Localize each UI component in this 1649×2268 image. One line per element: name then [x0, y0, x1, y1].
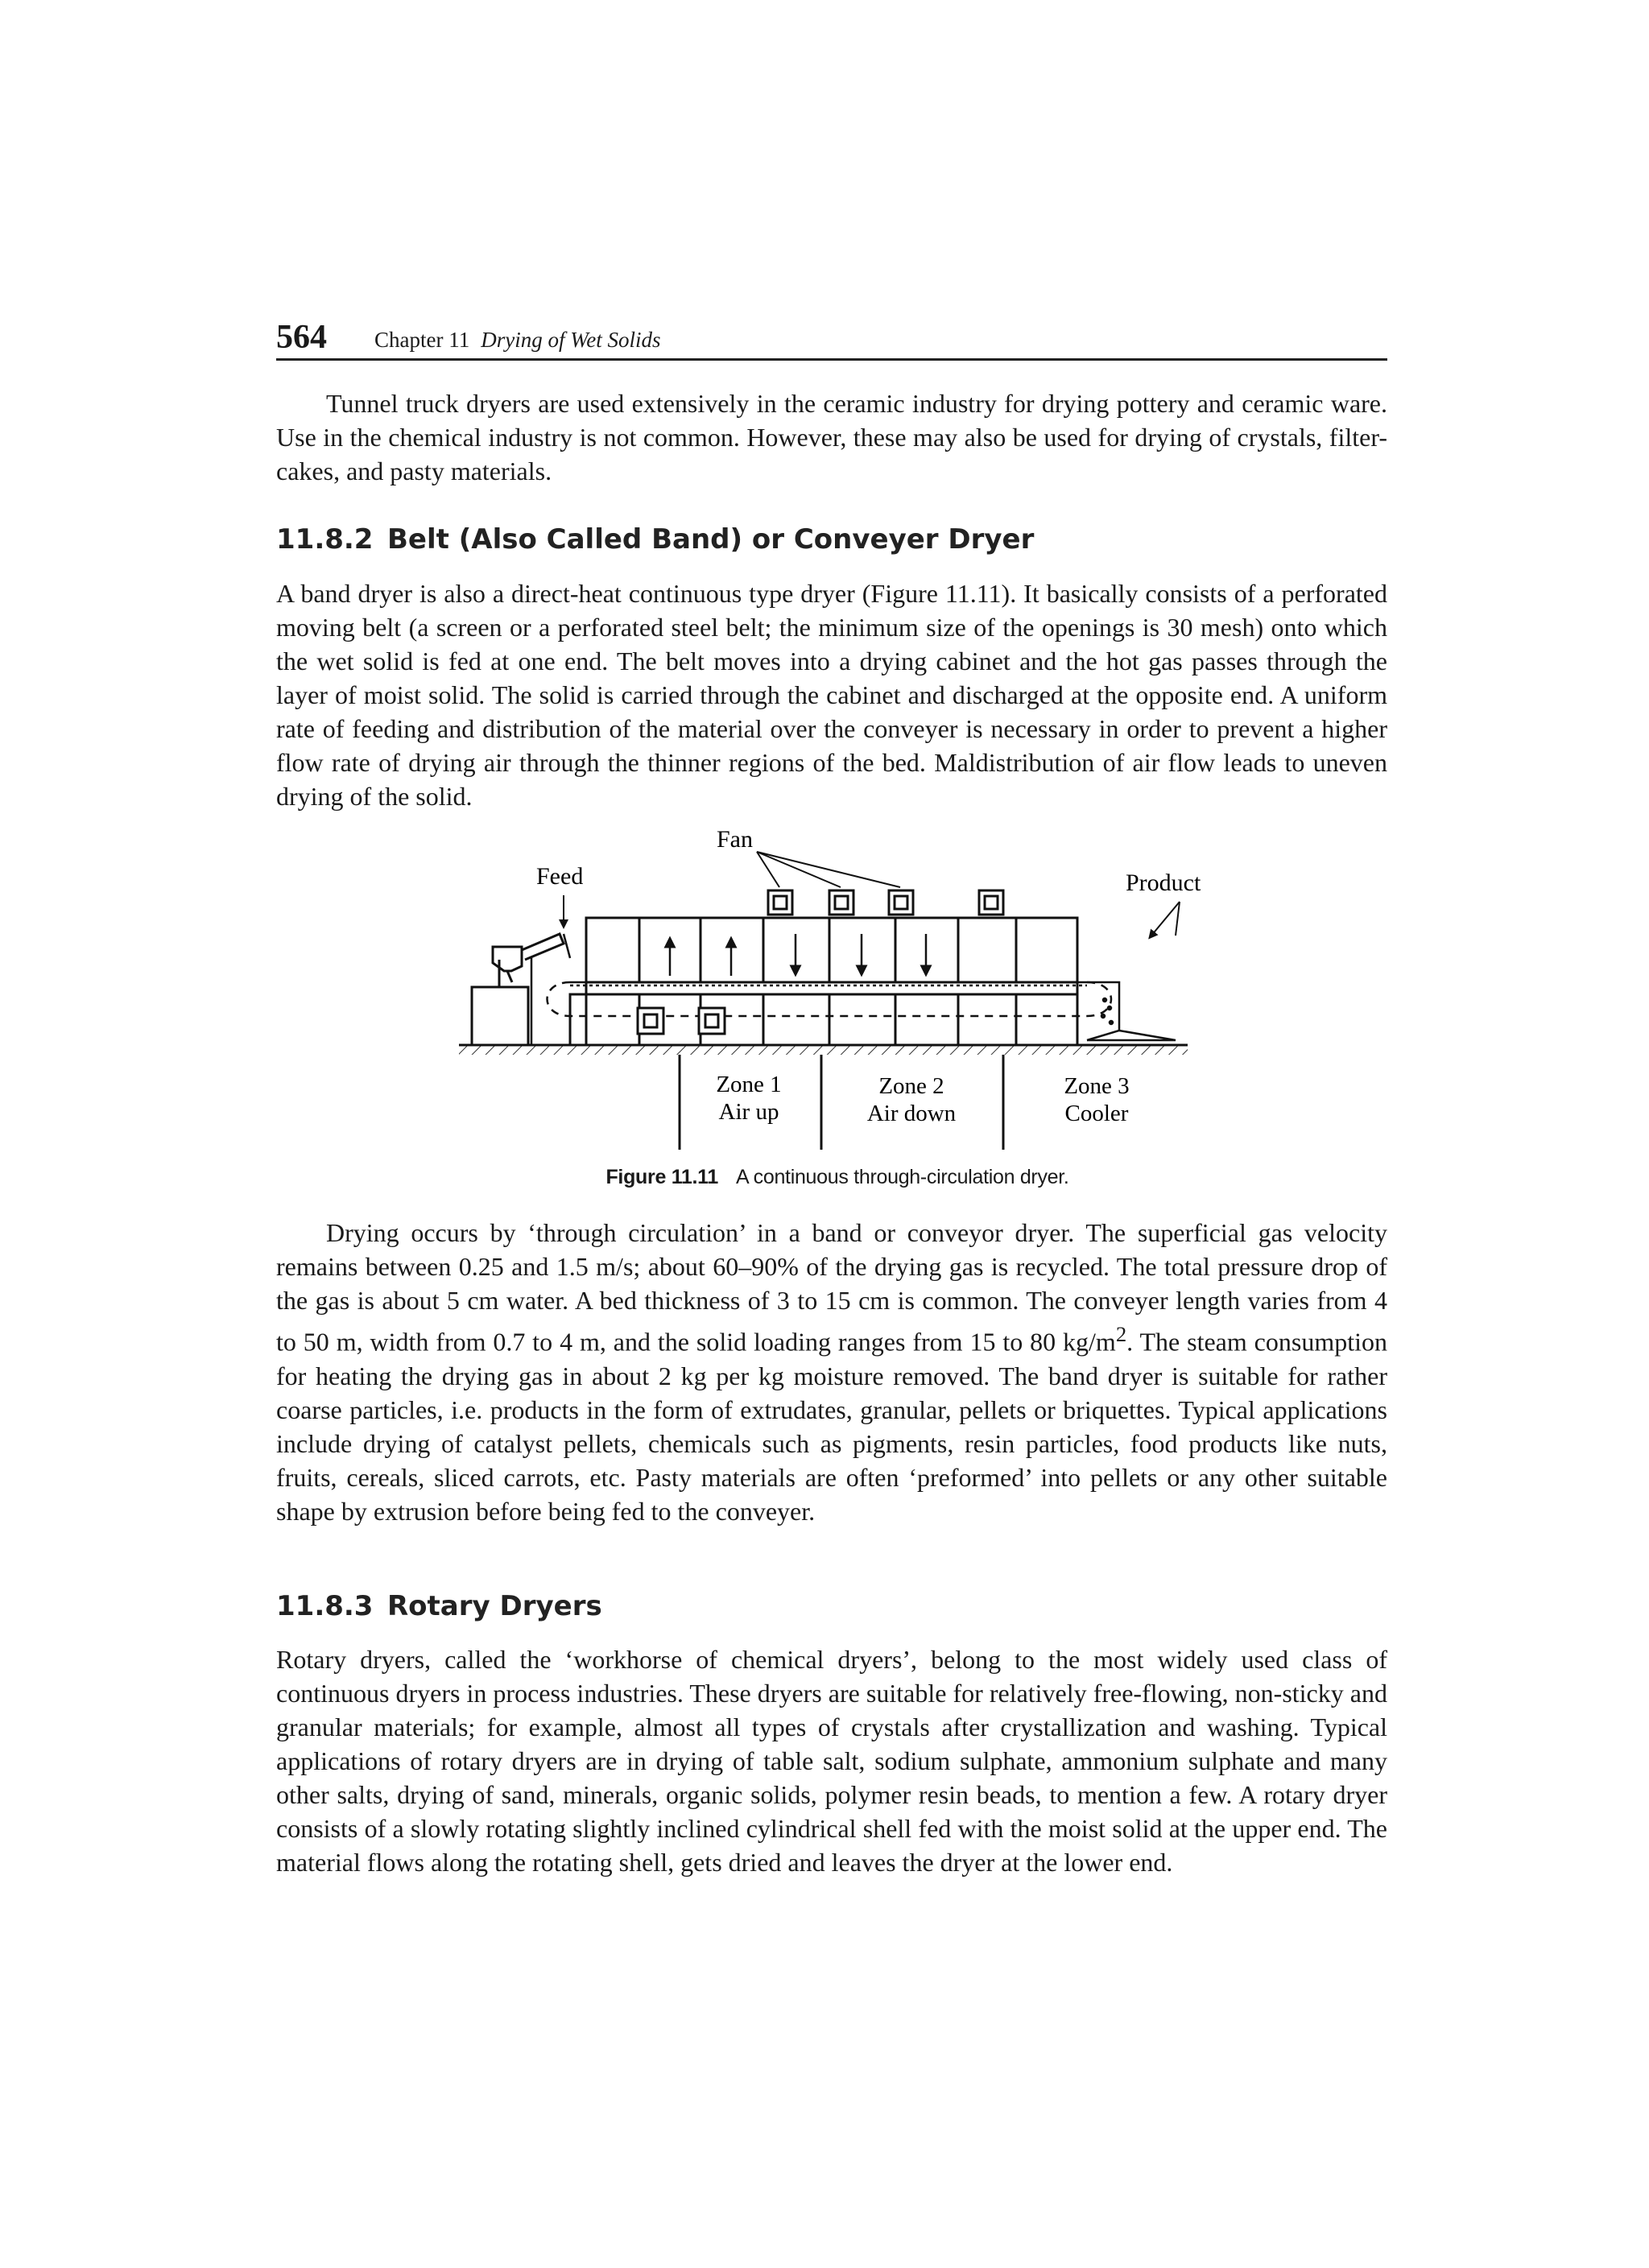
figure-caption-text: A continuous through-circulation dryer. — [736, 1166, 1069, 1188]
feed-chute — [493, 934, 564, 982]
figure-caption — [451, 1166, 1224, 1189]
figure-through-circulation-dryer — [451, 829, 1224, 1151]
page-number: 564 — [276, 319, 327, 356]
label-zone2-name: Zone 2 — [878, 1073, 944, 1099]
paragraph-through-circulation — [276, 1216, 1387, 1528]
paragraph-rotary-dryers: Rotary dryers, called the ‘workhorse of chemical dryers’, belong to the most widely used class of continuous dryers in process industries. These dryers are suitable for relatively free-flowing, non-sticky and granular materials; for example, almost all types of crystals after crystallization and washing. Typical applications of rotary dryers are in drying of table salt, sodium sulphate, ammonium sulphate and many other salts, drying of sand, minerals, organic solids, polymer resin beads, to mention a few. A rotary dryer consists of a slowly rotating slightly inclined cylindrical shell fed with the moist solid at the upper end. The material flows along the rotating shell, gets dried and leaves the dryer at the lower end. — [276, 1645, 1387, 1877]
ground — [459, 1045, 1188, 1055]
paragraph-tunnel-truck: Tunnel truck dryers are used extensively in the ceramic industry for drying pottery and ceramic ware. Use in the chemical industry is not common. However, these may also be used for drying of crystals, filter-cakes, and pasty materials. — [276, 389, 1387, 485]
chapter-title: Drying of Wet Solids — [481, 328, 661, 352]
section-title: Rotary Dryers — [387, 1590, 602, 1622]
label-zone1-desc: Air up — [718, 1099, 779, 1125]
label-zone3-name: Zone 3 — [1064, 1073, 1130, 1099]
paragraph-band-dryer: A band dryer is also a direct-heat continuous type dryer (Figure 11.11). It basically consists of a perforated moving belt (a screen or a perforated steel belt; the minimum size of the openings is 30 mesh) onto which the wet solid is fed at one end. The belt moves into a drying cabinet and the hot gas passes through the layer of moist solid. The solid is carried through the cabinet and discharged at the opposite end. A uniform rate of feeding and distribution of the material over the conveyer is necessary in order to prevent a higher flow rate of drying air through the thinner regions of the bed. Maldistribution of air flow leads to uneven drying of the solid. — [276, 579, 1387, 811]
section-number: 11.8.3 — [276, 1590, 374, 1622]
label-product: Product — [1126, 870, 1201, 896]
superscript: 2 — [1115, 1322, 1127, 1346]
section-number: 11.8.2 — [276, 523, 374, 556]
fan-units-bottom — [638, 1008, 725, 1034]
paragraph-text-part1: Drying occurs by ‘through circulation’ in a band or conveyor dryer. The superficial gas velocity remains between 0.25 and 1.5 m/s; about 60–90% of the drying gas is recycled. The total pressure drop of the gas is about 5 cm water. A bed thickness of 3 to 15 cm is common. The conveyer length varies from 4 to 50 m, width from 0.7 to 4 m, and the solid loading ranges from 15 to 80 kg/m — [276, 1218, 1387, 1357]
paragraph-text-part2: . The steam consumption for heating the drying gas in about 2 kg per kg moisture removed. The band dryer is suitable for rather coarse particles, i.e. products in the form of extrudates, granular, pellets or briquettes. Typical applications include drying of catalyst pellets, chemicals such as pigments, resin particles, food products like nuts, fruits, cereals, sliced carrots, etc. Pasty materials are often ‘preformed’ into pellets or any other suitable shape by extrusion before being fed to the conveyer. — [276, 1327, 1388, 1526]
running-header — [276, 318, 1387, 360]
section-title: Belt (Also Called Band) or Conveyer Dryer — [387, 523, 1035, 556]
figure-caption-label: Figure 11.11 — [605, 1166, 718, 1188]
section-heading-belt-dryer — [276, 523, 1034, 556]
product-discharge — [1087, 982, 1176, 1040]
label-zone2-desc: Air down — [866, 1101, 957, 1126]
label-fan: Fan — [717, 829, 753, 853]
section-heading-rotary-dryers — [276, 1590, 602, 1622]
air-flow-arrows — [670, 934, 926, 976]
chapter-label — [374, 328, 660, 353]
drive-unit — [472, 987, 528, 1045]
label-zone1-name: Zone 1 — [716, 1072, 782, 1097]
fan-units-top — [768, 890, 1003, 915]
header-rule — [276, 358, 1387, 361]
label-zone3-desc: Cooler — [1064, 1101, 1129, 1126]
chapter-number: Chapter 11 — [374, 328, 470, 352]
label-feed: Feed — [536, 863, 584, 890]
